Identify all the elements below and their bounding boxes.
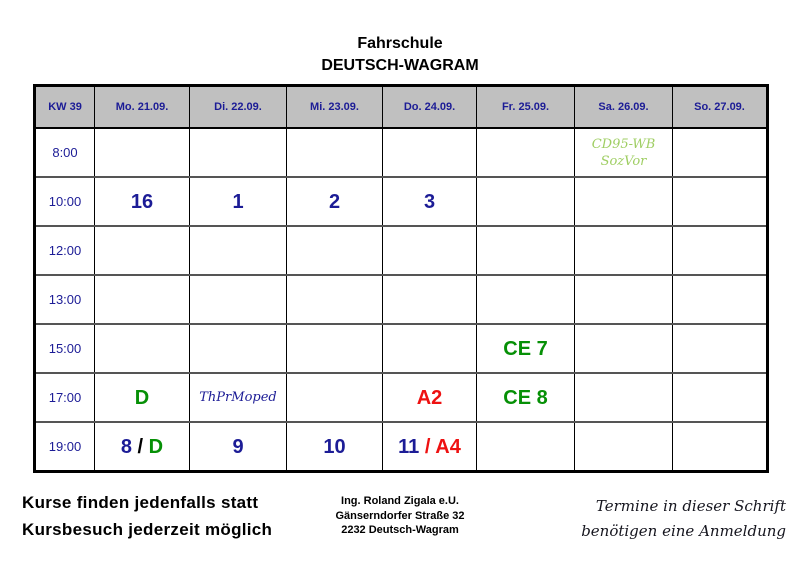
cell-sa-1900 (575, 422, 673, 472)
page-title-line1: Fahrschule (357, 35, 443, 52)
schedule-entry (383, 436, 476, 458)
cell-do-1000 (383, 177, 477, 226)
entry-segment: 8 (120, 435, 132, 458)
cell-so-1900 (673, 422, 768, 472)
cell-sa-1500 (575, 324, 673, 373)
schedule-entry (190, 389, 286, 406)
time-label-1500: 15:00 (35, 324, 95, 373)
cell-sa-1700 (575, 373, 673, 422)
entry-segment: A4 (435, 435, 461, 458)
cell-so-800 (673, 128, 768, 177)
cell-di-800 (190, 128, 287, 177)
cell-so-1300 (673, 275, 768, 324)
cell-fr-1700 (477, 373, 575, 422)
cell-di-1500 (190, 324, 287, 373)
cell-mo-1500 (95, 324, 190, 373)
schedule-entry (383, 387, 476, 409)
cell-di-1000 (190, 177, 287, 226)
cell-fr-800 (477, 128, 575, 177)
cell-fr-1900 (477, 422, 575, 472)
footer-note-left (22, 489, 272, 543)
header-day-sa: Sa. 26.09. (575, 86, 673, 129)
schedule-entry (287, 436, 382, 458)
cell-fr-1000 (477, 177, 575, 226)
cell-mi-1000 (287, 177, 383, 226)
cell-mi-1900 (287, 422, 383, 472)
cell-do-1300 (383, 275, 477, 324)
cell-mi-1500 (287, 324, 383, 373)
footer-note-left-line1: Kurse finden jedenfalls statt (22, 493, 259, 512)
entry-segment: D (134, 386, 150, 409)
cell-mo-1700 (95, 373, 190, 422)
cell-do-1900 (383, 422, 477, 472)
cell-mi-1300 (287, 275, 383, 324)
cell-fr-1300 (477, 275, 575, 324)
schedule-entry (95, 387, 189, 409)
page-title-line2: DEUTSCH-WAGRAM (321, 57, 479, 74)
page-title (0, 33, 800, 77)
schedule-entry (190, 436, 286, 458)
entry-segment: CE 8 (503, 386, 548, 409)
entry-segment: CE 7 (503, 337, 548, 360)
schedule-row-1500 (35, 324, 768, 373)
schedule-row-1200 (35, 226, 768, 275)
schedule-row-1900 (35, 422, 768, 472)
cell-mo-1300 (95, 275, 190, 324)
entry-segment: D (148, 435, 164, 458)
header-day-mo: Mo. 21.09. (95, 86, 190, 129)
cell-sa-1200 (575, 226, 673, 275)
cell-mi-1700 (287, 373, 383, 422)
schedule-row-1300 (35, 275, 768, 324)
time-label-1300: 13:00 (35, 275, 95, 324)
header-day-do: Do. 24.09. (383, 86, 477, 129)
footer-note-right-line2: benötigen eine Anmeldung (581, 522, 786, 540)
cell-mo-1000 (95, 177, 190, 226)
entry-segment: A2 (416, 386, 443, 409)
footer-address-city: 2232 Deutsch-Wagram (341, 524, 459, 536)
entry-segment: 9 (232, 435, 244, 458)
schedule-entry (575, 136, 672, 153)
entry-segment: / (419, 435, 436, 458)
cell-sa-1300 (575, 275, 673, 324)
cell-sa-1000 (575, 177, 673, 226)
cell-mo-800 (95, 128, 190, 177)
schedule-entry (95, 191, 189, 213)
entry-segment: 16 (130, 190, 154, 213)
time-label-800: 8:00 (35, 128, 95, 177)
schedule-header-row (35, 86, 768, 129)
header-day-fr: Fr. 25.09. (477, 86, 575, 129)
cell-sa-800 (575, 128, 673, 177)
header-day-so: So. 27.09. (673, 86, 768, 129)
footer-note-right-line1: Termine in dieser Schrift (595, 497, 786, 515)
time-label-1000: 10:00 (35, 177, 95, 226)
schedule-entry (190, 191, 286, 213)
entry-segment: 2 (328, 190, 341, 213)
cell-di-1200 (190, 226, 287, 275)
schedule-entry (287, 191, 382, 213)
time-label-1200: 12:00 (35, 226, 95, 275)
schedule-entry (575, 153, 672, 170)
cell-mi-1200 (287, 226, 383, 275)
time-label-1900: 19:00 (35, 422, 95, 472)
footer-address-name: Ing. Roland Zigala e.U. (341, 495, 459, 507)
entry-segment: 1 (232, 190, 244, 213)
cell-so-1200 (673, 226, 768, 275)
cell-so-1500 (673, 324, 768, 373)
entry-segment: 3 (423, 190, 436, 213)
cell-so-1700 (673, 373, 768, 422)
entry-segment: 10 (323, 435, 346, 458)
schedule-entry (477, 338, 574, 360)
schedule-entry (477, 387, 574, 409)
cell-mo-1200 (95, 226, 190, 275)
cell-do-1500 (383, 324, 477, 373)
entry-segment: ThPrMoped (199, 390, 277, 405)
header-day-mi: Mi. 23.09. (287, 86, 383, 129)
cell-di-1700 (190, 373, 287, 422)
footer-note-handwritten (581, 494, 786, 544)
cell-do-800 (383, 128, 477, 177)
cell-so-1000 (673, 177, 768, 226)
entry-segment: / (132, 435, 149, 458)
cell-do-1700 (383, 373, 477, 422)
schedule-row-800 (35, 128, 768, 177)
schedule-entry (383, 191, 476, 213)
schedule-row-1700 (35, 373, 768, 422)
cell-fr-1200 (477, 226, 575, 275)
footer-address-street: Gänserndorfer Straße 32 (335, 509, 465, 522)
cell-fr-1500 (477, 324, 575, 373)
cell-mi-800 (287, 128, 383, 177)
cell-di-1900 (190, 422, 287, 472)
weekly-schedule-table (33, 84, 769, 473)
entry-segment: CD95-WB (591, 136, 656, 152)
cell-mo-1900 (95, 422, 190, 472)
time-label-1700: 17:00 (35, 373, 95, 422)
schedule-row-1000 (35, 177, 768, 226)
schedule-entry (95, 436, 189, 458)
entry-segment: SozVor (600, 153, 647, 169)
footer-address (290, 494, 510, 538)
header-week-label: KW 39 (35, 86, 95, 129)
cell-do-1200 (383, 226, 477, 275)
entry-segment: 11 (398, 435, 420, 458)
footer-note-left-line2: Kursbesuch jederzeit möglich (22, 520, 273, 539)
cell-di-1300 (190, 275, 287, 324)
header-day-di: Di. 22.09. (190, 86, 287, 129)
